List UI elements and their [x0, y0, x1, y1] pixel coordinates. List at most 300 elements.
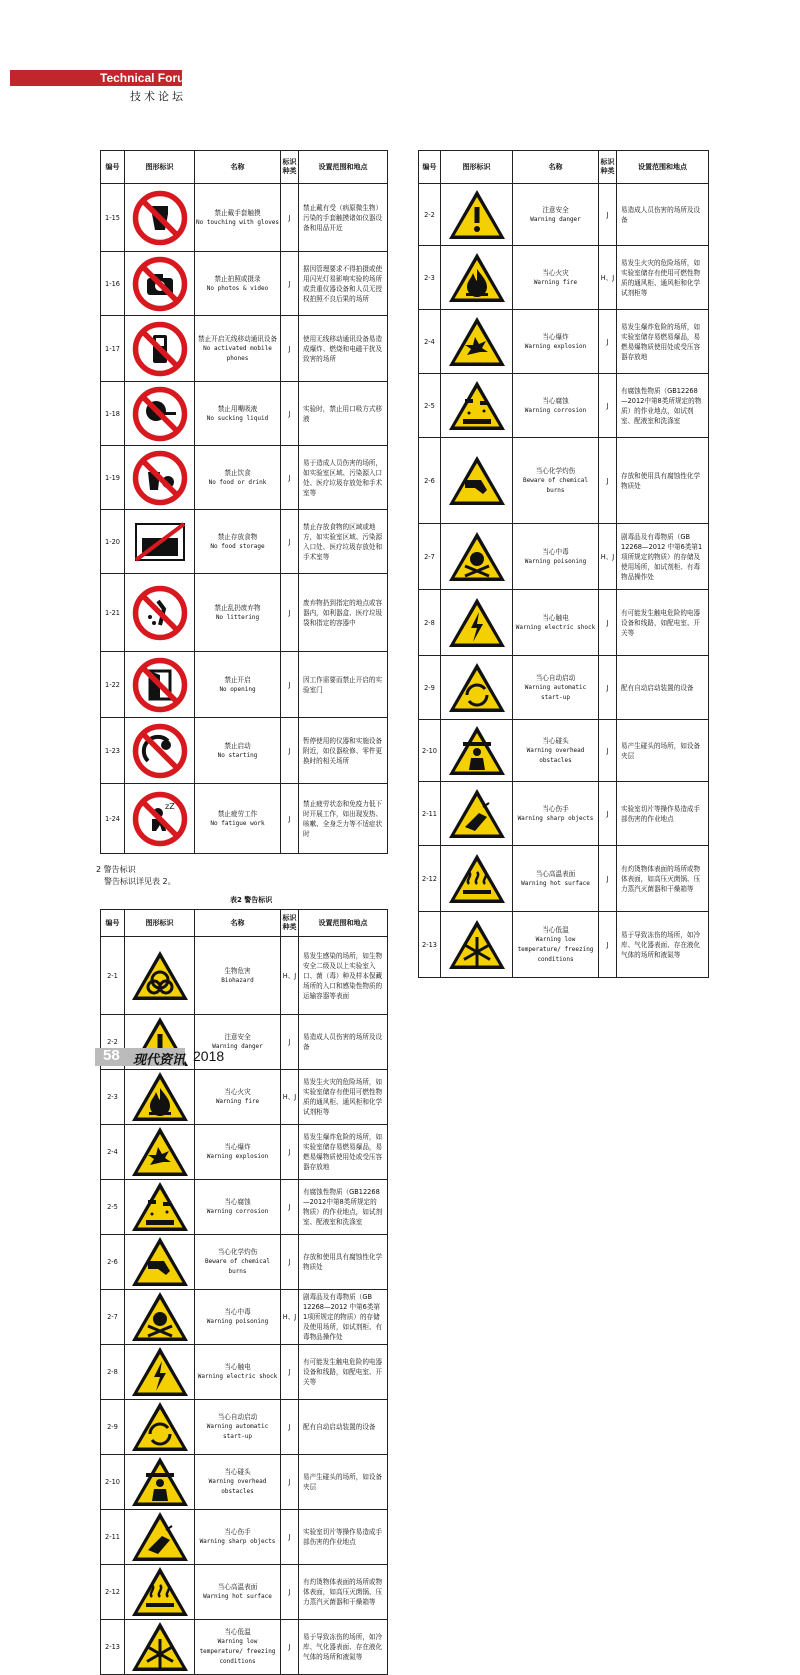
sign-name-en: Warning danger — [212, 1043, 263, 1050]
electric-shock-warning-icon — [441, 596, 512, 650]
sign-name-cn: 生物危害 — [224, 966, 251, 975]
sign-number: 2-3 — [101, 1070, 125, 1125]
sign-name-cn: 当心爆炸 — [224, 1143, 251, 1151]
sign-description: 配有自动启动装置的设备 — [617, 656, 709, 720]
table-row — [419, 374, 709, 438]
sign-name-en: Warning low temperature/ freezing conditions — [517, 935, 594, 963]
sign-name-cn: 当心自动启动 — [217, 1413, 258, 1421]
sign-graphic — [441, 524, 513, 590]
sign-graphic — [441, 656, 513, 720]
sign-name — [513, 912, 599, 978]
sign-description: 禁止疲劳状态和免疫力低下时开展工作，如出现发热、咳嗽、全身乏力等不适症状时 — [299, 784, 388, 854]
sign-graphic — [125, 1455, 195, 1510]
col-header-type: 标识种类 — [281, 151, 299, 184]
sign-name-cn: 当心火灾 — [224, 1088, 251, 1096]
sign-name — [513, 590, 599, 656]
table-row — [101, 316, 388, 382]
sign-name-cn: 当心爆炸 — [542, 332, 569, 341]
sign-name-en: Beware of chemical burns — [522, 476, 589, 494]
sign-name-cn: 禁止乱扔废弃物 — [214, 603, 261, 612]
sign-type: J — [599, 912, 617, 978]
table-row — [101, 252, 388, 316]
col-header-type: 标识种类 — [599, 151, 617, 184]
sign-name — [195, 184, 281, 252]
sign-graphic — [441, 782, 513, 846]
table-row — [101, 1235, 388, 1290]
table-row — [101, 574, 388, 652]
sign-name-cn: 当心高温表面 — [535, 869, 576, 878]
sign-name-cn: 当心碰头 — [224, 1468, 251, 1476]
sign-graphic — [125, 184, 195, 252]
sign-name-cn: 禁止戴手套触摸 — [214, 208, 261, 217]
table-row — [419, 782, 709, 846]
biohazard-warning-icon — [125, 949, 194, 1003]
sign-number: 1-19 — [101, 446, 125, 510]
sign-description: 实验室切片等操作易造成手部伤害的作业地点 — [617, 782, 709, 846]
sign-graphic — [441, 846, 513, 912]
col-header-name: 名称 — [513, 151, 599, 184]
magazine-name: 现代资讯 — [133, 1053, 186, 1068]
sign-type: J — [281, 1180, 299, 1235]
sign-number: 2-13 — [101, 1620, 125, 1675]
svg-text:zZ: zZ — [164, 801, 175, 811]
sign-description: 暂停使用的仪器和实施设备附近，如仪器检修、零件更换时的相关场所 — [299, 718, 388, 784]
issue-year: 2018 — [193, 1048, 225, 1064]
sign-description: 有可能发生触电危险的电器设备和线路，如配电室、开关等 — [299, 1345, 388, 1400]
sign-name — [195, 1345, 281, 1400]
sign-name-cn: 当心化学灼伤 — [217, 1248, 258, 1256]
table-row — [419, 246, 709, 310]
sign-name-en: Warning explosion — [206, 1153, 269, 1160]
sign-name-en: Warning sharp objects — [199, 1538, 276, 1545]
sign-name-cn: 当心化学灼伤 — [535, 466, 576, 475]
table-row — [101, 1290, 388, 1345]
sign-type: J — [281, 510, 299, 574]
sign-description: 易造成人员伤害的场所及设备 — [617, 184, 709, 246]
sign-description: 有灼烫物体表面的场所或物体表面，如高压灭菌锅、压力蒸汽灭菌器和干燥箱等 — [299, 1565, 388, 1620]
sign-type: J — [281, 252, 299, 316]
sign-description: 易于导致冻伤的场所，如冷库、气化器表面、存在液化气体的场所和液氮等 — [617, 912, 709, 978]
sign-type: J — [599, 184, 617, 246]
sign-graphic — [125, 937, 195, 1015]
sign-name — [195, 510, 281, 574]
electric-shock-warning-icon — [125, 1345, 194, 1399]
sign-name-cn: 当心碰头 — [542, 736, 569, 745]
sign-name — [195, 446, 281, 510]
sign-description: 配有自动启动装置的设备 — [299, 1400, 388, 1455]
warning-sign-table-part2 — [418, 150, 709, 978]
chemical-burn-warning-icon — [441, 454, 512, 508]
sign-graphic — [125, 382, 195, 446]
table-row — [101, 382, 388, 446]
table-row — [101, 510, 388, 574]
table-row — [101, 1180, 388, 1235]
sign-name-en: Beware of chemical burns — [204, 1258, 271, 1275]
sign-name-en: Warning hot surface — [203, 1593, 272, 1600]
page-number: 58 — [103, 1047, 120, 1064]
sign-number: 1-20 — [101, 510, 125, 574]
sign-name — [195, 937, 281, 1015]
col-header-name: 名称 — [195, 910, 281, 937]
sign-number: 2-10 — [101, 1455, 125, 1510]
col-header-icon: 图形标识 — [125, 151, 195, 184]
sign-name — [195, 574, 281, 652]
sign-graphic — [125, 316, 195, 382]
corrosion-warning-icon — [125, 1180, 194, 1234]
sign-name — [513, 374, 599, 438]
sign-number: 2-6 — [101, 1235, 125, 1290]
sign-type: J — [281, 1015, 299, 1070]
sign-name-cn: 注意安全 — [224, 1033, 251, 1041]
sign-number: 2-13 — [419, 912, 441, 978]
table-row — [101, 718, 388, 784]
sign-name — [195, 316, 281, 382]
gloves-prohibition-icon — [125, 190, 194, 246]
sign-name-en: Biohazard — [221, 976, 254, 984]
sign-name — [195, 1565, 281, 1620]
food-drink-prohibition-icon — [125, 450, 194, 506]
sign-name-cn: 当心伤手 — [542, 804, 569, 813]
sign-number: 2-3 — [419, 246, 441, 310]
header-title-en: Technical Forum — [100, 71, 196, 85]
col-header-desc: 设置范围和地点 — [299, 910, 388, 937]
sign-description: 剧毒品及有毒物质（GB 12268—2012 中第6类第1项所规定的物质）的存储及使用场所，如试剂柜、有毒物品操作处 — [617, 524, 709, 590]
explosion-warning-icon — [125, 1125, 194, 1179]
sign-name — [195, 718, 281, 784]
sign-name — [195, 382, 281, 446]
sign-number: 1-22 — [101, 652, 125, 718]
table-row — [419, 720, 709, 782]
table-row — [101, 1125, 388, 1180]
corrosion-warning-icon — [441, 379, 512, 433]
camera-prohibition-icon — [125, 256, 194, 312]
fatigue-work-prohibition-icon — [125, 791, 194, 847]
sign-name-en: No photos & video — [206, 284, 269, 292]
sign-type: J — [599, 720, 617, 782]
sign-name-cn: 禁止开启无线移动通讯设备 — [197, 334, 278, 343]
sign-name — [513, 310, 599, 374]
sign-number: 1-17 — [101, 316, 125, 382]
sign-description: 实验室切片等操作易造成手部伤害的作业地点 — [299, 1510, 388, 1565]
sign-description: 剧毒品及有毒物质（GB 12268—2012 中第6类第1项所规定的物质）的存储及使用场所，如试剂柜、有毒物品操作处 — [299, 1290, 388, 1345]
poisoning-warning-icon — [125, 1290, 194, 1344]
sign-type: J — [281, 1455, 299, 1510]
littering-prohibition-icon — [125, 585, 194, 641]
sign-name-cn: 当心触电 — [224, 1363, 251, 1371]
sign-number: 2-8 — [419, 590, 441, 656]
sign-type: J — [281, 1400, 299, 1455]
sign-graphic — [125, 1235, 195, 1290]
col-header-desc: 设置范围和地点 — [299, 151, 388, 184]
sign-description: 易发生火灾的危险场所，如实验室储存有使用可燃性物质的通风柜、通风柜和化学试剂柜等 — [617, 246, 709, 310]
sign-graphic — [125, 446, 195, 510]
prohibition-sign-table — [100, 150, 388, 854]
sign-graphic — [441, 590, 513, 656]
sign-name-cn: 当心腐蚀 — [224, 1198, 251, 1206]
sign-name-en: Warning fire — [533, 278, 578, 286]
sign-graphic — [125, 510, 195, 574]
table-row — [419, 438, 709, 524]
sign-description: 实验时，禁止用口吸方式移液 — [299, 382, 388, 446]
sign-type: H、J — [281, 1290, 299, 1345]
sign-type: J — [281, 1510, 299, 1565]
sign-number: 1-24 — [101, 784, 125, 854]
sign-type: J — [599, 374, 617, 438]
table-row — [419, 846, 709, 912]
sign-type: H、J — [599, 524, 617, 590]
sign-number: 1-16 — [101, 252, 125, 316]
sharp-objects-warning-icon — [441, 787, 512, 841]
sign-type: J — [281, 784, 299, 854]
col-header-num: 编号 — [101, 151, 125, 184]
sign-type: J — [599, 782, 617, 846]
sign-number: 2-9 — [101, 1400, 125, 1455]
sign-description: 易于导致冻伤的场所，如冷库、气化器表面、存在液化气体的场所和液氮等 — [299, 1620, 388, 1675]
section-text: 警告标识详见表 2。 — [104, 877, 176, 886]
sign-name-en: Warning automatic start-up — [206, 1423, 269, 1440]
sign-graphic — [125, 1400, 195, 1455]
sign-name — [195, 1125, 281, 1180]
hot-surface-warning-icon — [125, 1565, 194, 1619]
general-danger-warning-icon — [441, 188, 512, 242]
sign-type: J — [599, 846, 617, 912]
sign-name — [195, 1180, 281, 1235]
automatic-startup-warning-icon — [441, 661, 512, 715]
col-header-num: 编号 — [101, 910, 125, 937]
table-row — [101, 1400, 388, 1455]
sign-name-en: Warning poisoning — [524, 557, 587, 565]
sign-number: 2-4 — [101, 1125, 125, 1180]
table-row — [419, 656, 709, 720]
sign-name-cn: 当心中毒 — [224, 1308, 251, 1316]
low-temperature-warning-icon — [441, 918, 512, 972]
sign-name-en: Warning overhead obstacles — [526, 746, 585, 764]
chemical-burn-warning-icon — [125, 1235, 194, 1289]
sign-name-cn: 禁止启动 — [224, 741, 251, 750]
sign-type: J — [281, 1565, 299, 1620]
mobile-phone-prohibition-icon — [125, 321, 194, 377]
sign-name-en: No touching with gloves — [195, 218, 280, 226]
sign-description: 有腐蚀性物质（GB12268—2012中第8类所规定的物质）的作业地点，如试剂室、配液室和洗涤室 — [299, 1180, 388, 1235]
sign-number: 2-5 — [419, 374, 441, 438]
sign-graphic — [125, 1290, 195, 1345]
overhead-obstacle-warning-icon — [441, 724, 512, 778]
sign-name-en: Warning electric shock — [197, 1373, 278, 1380]
table-row — [101, 1455, 388, 1510]
sign-description: 易于造成人员伤害的场所，如实验室区域、污染源入口处、医疗垃圾存放处和手术室等 — [299, 446, 388, 510]
table-row — [101, 784, 388, 854]
table-row — [101, 1070, 388, 1125]
sign-graphic — [125, 1070, 195, 1125]
sign-name-en: No food or drink — [208, 478, 267, 486]
sign-number: 1-21 — [101, 574, 125, 652]
sign-name-en: No food storage — [210, 542, 265, 550]
sign-number: 2-10 — [419, 720, 441, 782]
sign-name-en: Warning automatic start-up — [524, 683, 587, 701]
sign-name — [195, 1620, 281, 1675]
sign-name — [195, 1510, 281, 1565]
sign-type: J — [281, 382, 299, 446]
sign-graphic — [125, 252, 195, 316]
col-header-icon: 图形标识 — [441, 151, 513, 184]
sign-description: 据因管理要求不得拍摄或使用闪光灯易影响实验的场所或贵重仪器设备和人员无授权拍照不良后果的场所 — [299, 252, 388, 316]
sign-type: J — [281, 1620, 299, 1675]
sign-name — [513, 782, 599, 846]
sign-name — [195, 652, 281, 718]
sign-name-en: No opening — [219, 685, 256, 693]
sign-description: 有腐蚀性物质（GB12268—2012中第8类所规定的物质）的作业地点，如试剂室、配液室和洗涤室 — [617, 374, 709, 438]
sign-type: J — [281, 1125, 299, 1180]
sign-number: 1-15 — [101, 184, 125, 252]
sign-number: 2-6 — [419, 438, 441, 524]
table-row — [101, 652, 388, 718]
sign-name — [195, 1070, 281, 1125]
sign-type: H、J — [281, 1070, 299, 1125]
col-header-name: 名称 — [195, 151, 281, 184]
sign-graphic — [441, 184, 513, 246]
warning-sign-table-part1 — [100, 909, 388, 1675]
sign-name-cn: 禁止开启 — [224, 675, 251, 684]
sign-number: 2-8 — [101, 1345, 125, 1400]
food-storage-prohibition-icon — [125, 518, 194, 566]
sign-number: 2-1 — [101, 937, 125, 1015]
table-row — [101, 937, 388, 1015]
sign-name — [195, 784, 281, 854]
table-row — [419, 912, 709, 978]
sign-name-cn: 禁止用嘴吸液 — [217, 404, 258, 413]
table-row — [419, 524, 709, 590]
sign-graphic — [441, 912, 513, 978]
sign-type: J — [281, 1235, 299, 1290]
sign-type: J — [281, 718, 299, 784]
table-row — [101, 1510, 388, 1565]
sign-graphic — [125, 1125, 195, 1180]
sign-description: 因工作需要而禁止开启的实验室门 — [299, 652, 388, 718]
sign-number: 2-2 — [419, 184, 441, 246]
sign-name — [513, 246, 599, 310]
table-row — [101, 446, 388, 510]
sign-description: 易产生碰头的场所，如设备夹层 — [299, 1455, 388, 1510]
sign-name-en: Warning hot surface — [521, 879, 590, 887]
sign-name-cn: 当心触电 — [542, 613, 569, 622]
table-row — [419, 590, 709, 656]
sign-description: 禁止存放食物的区域或地方，如实验室区域、污染源入口处、医疗垃圾存放处和手术室等 — [299, 510, 388, 574]
sign-name — [513, 656, 599, 720]
sharp-objects-warning-icon — [125, 1510, 194, 1564]
sign-description: 废弃物扔到指定的地点或容器内，如利器盒、医疗垃圾袋和指定的容器中 — [299, 574, 388, 652]
sign-description: 易造成人员伤害的场所及设备 — [299, 1015, 388, 1070]
mouth-pipetting-prohibition-icon — [125, 386, 194, 442]
sign-number: 2-11 — [101, 1510, 125, 1565]
sign-name-en: Warning corrosion — [524, 406, 587, 414]
hot-surface-warning-icon — [441, 852, 512, 906]
sign-description: 有灼烫物体表面的场所或物体表面，如高压灭菌锅、压力蒸汽灭菌器和干燥箱等 — [617, 846, 709, 912]
table-row — [101, 184, 388, 252]
col-header-type: 标识种类 — [281, 910, 299, 937]
sign-number: 2-12 — [101, 1565, 125, 1620]
sign-name-en: No sucking liquid — [206, 414, 269, 422]
sign-type: J — [599, 590, 617, 656]
sign-name — [513, 720, 599, 782]
header-title-cn: 技术论坛 — [130, 90, 186, 103]
col-header-desc: 设置范围和地点 — [617, 151, 709, 184]
col-header-num: 编号 — [419, 151, 441, 184]
sign-type: H、J — [599, 246, 617, 310]
sign-graphic — [125, 1180, 195, 1235]
sign-type: J — [281, 574, 299, 652]
sign-graphic — [441, 720, 513, 782]
sign-number: 2-12 — [419, 846, 441, 912]
sign-name-cn: 当心伤手 — [224, 1528, 251, 1536]
table-row — [419, 184, 709, 246]
sign-graphic — [441, 246, 513, 310]
sign-description: 易发生感染的场所，如生物安全二级及以上实验室入口、菌（毒）种及样本保藏场所的入口和感染性物质的运输容器等表面 — [299, 937, 388, 1015]
low-temperature-warning-icon — [125, 1620, 194, 1674]
sign-number: 2-4 — [419, 310, 441, 374]
explosion-warning-icon — [441, 315, 512, 369]
sign-number: 2-5 — [101, 1180, 125, 1235]
section-heading: 2 警告标识 — [96, 865, 136, 874]
sign-graphic — [125, 1565, 195, 1620]
sign-description: 有可能发生触电危险的电器设备和线路，如配电室、开关等 — [617, 590, 709, 656]
sign-graphic — [125, 1345, 195, 1400]
automatic-startup-warning-icon — [125, 1400, 194, 1454]
sign-name-en: No activated mobile phones — [203, 344, 272, 362]
fire-warning-icon — [441, 251, 512, 305]
sign-name-en: No starting — [217, 751, 258, 759]
sign-description: 使用无线移动通讯设备易造成爆炸、燃烧和电磁干扰及致害的场所 — [299, 316, 388, 382]
table-row — [101, 1620, 388, 1675]
sign-name-en: Warning overhead obstacles — [208, 1478, 267, 1495]
sign-name-en: Warning explosion — [524, 342, 587, 350]
sign-number: 1-18 — [101, 382, 125, 446]
sign-description: 易发生火灾的危险场所，如实验室储存有使用可燃性物质的通风柜、通风柜和化学试剂柜等 — [299, 1070, 388, 1125]
sign-description: 易发生爆炸危险的场所，如实验室储存易燃易爆品，易燃易爆物质使用处或受压容器存放地 — [299, 1125, 388, 1180]
sign-name — [513, 438, 599, 524]
sign-name-en: Warning corrosion — [206, 1208, 269, 1215]
sign-type: J — [599, 656, 617, 720]
table-row — [101, 1565, 388, 1620]
sign-graphic — [125, 1510, 195, 1565]
sign-name-cn: 当心自动启动 — [535, 673, 576, 682]
sign-name-cn: 当心低温 — [224, 1628, 251, 1636]
sign-name — [195, 1400, 281, 1455]
sign-graphic — [125, 718, 195, 784]
sign-type: J — [281, 1345, 299, 1400]
poisoning-warning-icon — [441, 530, 512, 584]
table-row — [419, 310, 709, 374]
sign-description: 易产生碰头的场所，如设备夹层 — [617, 720, 709, 782]
sign-name-en: No littering — [215, 613, 260, 621]
sign-type: J — [281, 446, 299, 510]
sign-type: J — [599, 438, 617, 524]
sign-name — [195, 1235, 281, 1290]
sign-description: 易发生爆炸危险的场所，如实验室储存易燃易爆品，易燃易爆物质使用处或受压容器存放地 — [617, 310, 709, 374]
sign-graphic — [125, 1620, 195, 1675]
sign-name-cn: 当心腐蚀 — [542, 396, 569, 405]
sign-description: 禁止戴有受（病原微生物）污染的手套触摸诸如仪器设备和用品开近 — [299, 184, 388, 252]
sign-name — [195, 252, 281, 316]
sign-name — [195, 1455, 281, 1510]
sign-graphic — [125, 574, 195, 652]
overhead-obstacle-warning-icon — [125, 1455, 194, 1509]
sign-number: 2-7 — [101, 1290, 125, 1345]
sign-name-cn: 注意安全 — [542, 205, 569, 214]
sign-graphic — [441, 438, 513, 524]
sign-name-cn: 禁止存放食物 — [217, 532, 258, 541]
sign-type: J — [599, 310, 617, 374]
sign-type: J — [281, 184, 299, 252]
